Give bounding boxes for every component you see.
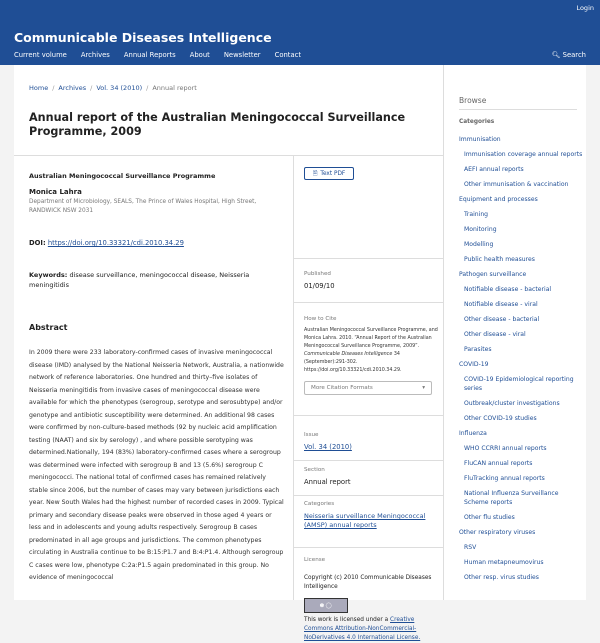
nav-archives[interactable]: Archives (80, 51, 110, 59)
published-label: Published (304, 271, 331, 277)
keywords-label: Keywords: (29, 271, 68, 279)
cc-icon: 🅭︎ ◯ (320, 603, 332, 609)
abstract-heading: Abstract (29, 323, 68, 332)
breadcrumb-archives[interactable]: Archives (58, 84, 87, 92)
cite-label: How to Cite (304, 316, 337, 322)
citation-journal: Communicable Diseases Intelligence (304, 352, 393, 357)
chevron-down-icon: ▾ (422, 385, 425, 391)
sidebar-item[interactable]: Modelling (464, 241, 494, 248)
sidebar-item[interactable]: Other resp. virus studies (464, 574, 539, 581)
sidebar-item[interactable]: Notifiable disease - bacterial (464, 286, 552, 293)
citation-text: Australian Meningococcal Surveillance Programme, and Monica Lahra. 2010. “Annual Report of the Australian Meningococcal Surveillance Programme, 2009”. Communicable Diseases Intelligence 34 (September):291-302. https://doi.org/10.33321/cdi.2010.34.29. (304, 328, 438, 373)
sidebar-item[interactable]: Outbreak/cluster investigations (464, 400, 560, 407)
page-content (14, 65, 586, 641)
search-link[interactable] (552, 51, 586, 59)
sidebar-item[interactable]: Other flu studies (464, 514, 515, 521)
author-affiliation: Department of Microbiology, SEALS, The Prince of Wales Hospital, High Street, RANDWICK NSW 2031 (29, 199, 257, 214)
search-icon: 🔍︎ (551, 51, 561, 59)
citation-formats-dropdown[interactable] (304, 381, 432, 395)
sidebar-item[interactable]: AEFI annual reports (464, 166, 524, 173)
main-nav (14, 51, 315, 59)
article-main (14, 65, 444, 641)
divider (294, 460, 444, 461)
sidebar-item[interactable]: Parasites (464, 346, 492, 353)
sidebar-item[interactable]: Notifiable disease - viral (464, 301, 538, 308)
breadcrumb-home[interactable]: Home (29, 84, 49, 92)
page-title: Annual report of the Australian Meningococcal Surveillance Programme, 2009 (29, 111, 406, 138)
pdf-label: Text PDF (320, 170, 346, 177)
nav-newsletter[interactable]: Newsletter (223, 51, 261, 59)
cc-license-badge[interactable] (304, 598, 348, 613)
divider (14, 155, 444, 156)
sidebar-item[interactable]: Equipment and processes (459, 196, 538, 203)
sidebar-item[interactable]: COVID-19 (459, 361, 489, 368)
breadcrumb-current: Annual report (152, 84, 197, 92)
sidebar-item[interactable]: RSV (464, 544, 477, 551)
column-divider (293, 156, 294, 600)
sidebar-item[interactable]: Influenza (459, 430, 487, 437)
citation-formats-label: More Citation Formats (311, 385, 373, 391)
category-link[interactable]: Neisseria surveillance Meningococcal (AMSP) annual reports (304, 512, 426, 529)
divider (294, 415, 444, 416)
sidebar-item[interactable]: Public health measures (464, 256, 535, 263)
category-list (459, 135, 584, 588)
license-copyright: Copyright (c) 2010 Communicable Diseases Intelligence (304, 575, 432, 590)
doi (29, 239, 284, 247)
divider (294, 258, 444, 259)
sidebar (445, 65, 586, 600)
sidebar-item[interactable]: Immunisation (459, 136, 501, 143)
search-label: Search (562, 51, 586, 59)
sidebar-item[interactable]: Human metapneumovirus (464, 559, 544, 566)
keywords-value: disease surveillance, meningococcal disease, Neisseria meningitidis (29, 271, 250, 289)
sidebar-item[interactable]: Pathogen surveillance (459, 271, 527, 278)
issue-link[interactable]: Vol. 34 (2010) (304, 443, 352, 451)
divider (294, 495, 444, 496)
keywords (29, 270, 284, 290)
sidebar-item[interactable]: Other disease - viral (464, 331, 526, 338)
divider (294, 547, 444, 548)
section-label: Section (304, 467, 325, 473)
breadcrumb-volume[interactable]: Vol. 34 (2010) (96, 84, 143, 92)
abstract-text: In 2009 there were 233 laboratory-confirmed cases of invasive meningococcal disease (IMD) analysed by the National Neisseria Network, Australia, a nationwide network of reference laboratories. One hundred and thirty–five isolates of Neisseria meningitidis from invasive cases of meningococcal disease were available for which the phenotypes (serogroup, serotype and serosubtype) and/or genotype and antibiotic susceptibility were determined. An additional 98 cases were confirmed by non-culture-based methods (92 by nucleic acid amplification testing (NAAT) and six by serology) , and where possible serotyping was determined.Nationally, 194 (83%) laboratory-confirmed cases where a serogroup was determined were infected with serogroup B and 13 (5.6%) serogroup C meningococci. The national total of confirmed cases has remained relatively stable since 2006, but the number of cases may vary between jurisdictions each year. New South Wales had the highest number of recorded cases in 2009. Typical primary and secondary disease peaks were observed in those aged 4 years or less and in adolescents and young adults respectively. Serogroup B cases predominated in all age groups and jurisdictions. The common phenotypes circulating in Australia continue to be B:15:P1.7 and B:4:P1.4. Although serogroup C cases were low, phenotype C:2a:P1.5 again predominated in this group. No evidence of meningococcal (29, 349, 284, 581)
published-value: 01/09/10 (304, 282, 335, 290)
sidebar-item[interactable]: Training (464, 211, 489, 218)
divider (459, 109, 577, 110)
sidebar-item[interactable]: Other respiratory viruses (459, 529, 536, 536)
site-title[interactable]: Communicable Diseases Intelligence (14, 30, 272, 45)
sidebar-item[interactable]: WHO CCRRI annual reports (464, 445, 547, 452)
nav-current-volume[interactable]: Current volume (14, 51, 67, 59)
sidebar-item[interactable]: FluTracking annual reports (464, 475, 545, 482)
categories-label: Categories (304, 501, 335, 507)
categories-heading: Categories (459, 119, 495, 125)
license-label: License (304, 557, 326, 563)
nav-annual-reports[interactable]: Annual Reports (123, 51, 176, 59)
affiliation-heading: Australian Meningococcal Surveillance Programme (29, 172, 216, 180)
sidebar-item[interactable]: FluCAN annual reports (464, 460, 533, 467)
license-statement: This work is licensed under a Creative Commons Attribution-NonCommercial-NoDerivatives 4.0 International License. (304, 617, 421, 641)
sidebar-item[interactable]: Other COVID-19 studies (464, 415, 537, 422)
sidebar-item[interactable]: National Influenza Surveillance Scheme reports (464, 490, 559, 506)
issue-label: Issue (304, 432, 319, 438)
sidebar-item[interactable]: COVID-19 Epidemiological reporting series (464, 376, 574, 392)
nav-about[interactable]: About (189, 51, 210, 59)
breadcrumb: Home / Archives / Vol. 34 (2010) / Annual report (29, 84, 197, 92)
section-value: Annual report (304, 478, 351, 486)
file-icon: 🗎︎ (312, 170, 318, 177)
sidebar-item[interactable]: Monitoring (464, 226, 497, 233)
doi-label: DOI: (29, 239, 46, 247)
pdf-download-button[interactable] (304, 167, 354, 180)
license-link[interactable]: Creative Commons Attribution-NonCommercial-NoDerivatives 4.0 International License. (304, 617, 421, 641)
divider (294, 302, 444, 303)
site-header (0, 0, 600, 65)
browse-heading: Browse (459, 96, 487, 105)
author-name: Monica Lahra (29, 188, 82, 196)
sidebar-item[interactable]: Other disease - bacterial (464, 316, 540, 323)
sidebar-item[interactable]: Immunisation coverage annual reports (464, 151, 583, 158)
sidebar-item[interactable]: Other immunisation & vaccination (464, 181, 569, 188)
nav-contact[interactable]: Contact (274, 51, 302, 59)
doi-link[interactable]: https://doi.org/10.33321/cdi.2010.34.29 (47, 239, 184, 247)
login-link[interactable]: Login (576, 4, 594, 12)
